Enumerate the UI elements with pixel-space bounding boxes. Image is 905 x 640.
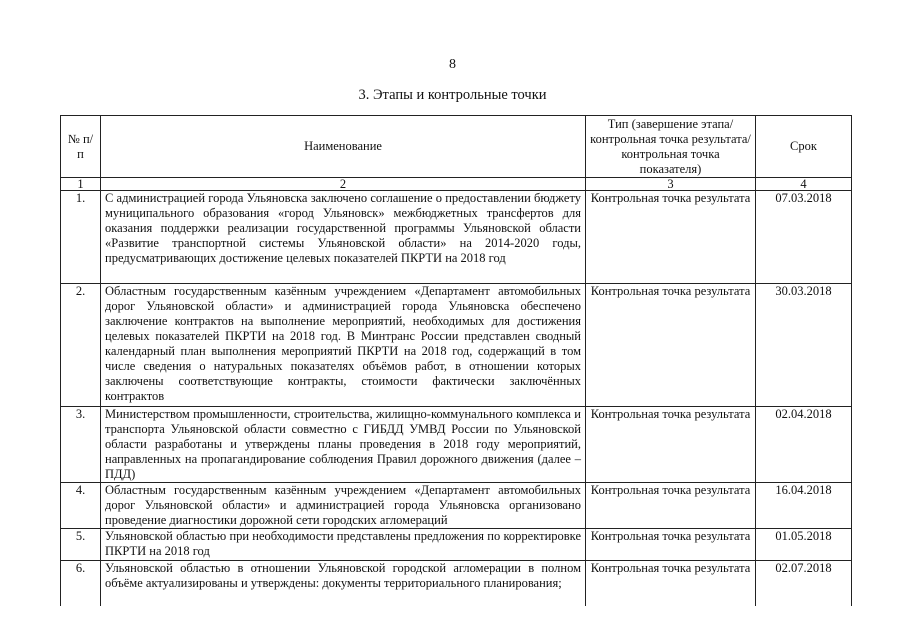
row-type: Контрольная точка результата: [586, 407, 756, 483]
row-date: 02.04.2018: [756, 407, 852, 483]
row-type: Контрольная точка результата: [586, 483, 756, 529]
row-number: 6.: [61, 561, 101, 621]
row-date: 01.05.2018: [756, 529, 852, 561]
row-name: Областным государственным казённым учреждением «Департамент автомобильных дорог Ульяновской области» и администрацией города Ульяновска обеспечено заключение контрактов на выполнение мероприятий, необходимых для достижения целевых показателей ПКРТИ на 2018 год. В Минтранс России представлен сводный календарный план выполнения мероприятий ПКРТИ на 2018 год, содержащий в том числе сведения о натуральных показателях объёмов работ, в отношении которых заключены соответствующие контракты, стоимости фактически заключённых контрактов: [101, 284, 586, 407]
row-date: 30.03.2018: [756, 284, 852, 407]
table-row: [61, 529, 852, 561]
row-number: 1.: [61, 191, 101, 284]
column-index-1: 1: [61, 178, 101, 191]
row-number: 2.: [61, 284, 101, 407]
table-row: [61, 483, 852, 529]
row-name: Областным государственным казённым учреждением «Департамент автомобильных дорог Ульяновской области» и администрацией города Ульяновска организовано проведение диагностики дорожной сети городских агломераций: [101, 483, 586, 529]
row-date: 16.04.2018: [756, 483, 852, 529]
column-index-4: 4: [756, 178, 852, 191]
column-index-3: 3: [586, 178, 756, 191]
section-title: 3. Этапы и контрольные точки: [358, 87, 547, 103]
row-date: 07.03.2018: [756, 191, 852, 284]
table-header-row: [61, 116, 852, 178]
row-number: 3.: [61, 407, 101, 483]
header-date: Срок: [756, 116, 852, 178]
row-type: Контрольная точка результата: [586, 191, 756, 284]
row-type: Контрольная точка результата: [586, 284, 756, 407]
header-type: Тип (завершение этапа/контрольная точка результата/контрольная точка показателя): [586, 116, 756, 178]
row-date: 02.07.2018: [756, 561, 852, 621]
stages-table: [60, 115, 852, 621]
column-index-2: 2: [101, 178, 586, 191]
row-name: С администрацией города Ульяновска заключено соглашение о предоставлении бюджету муниципального образования «город Ульяновск» межбюджетных трансфертов для оказания поддержки реализации государственной программы Ульяновской области «Развитие транспортной системы Ульяновской области» на 2014-2020 годы, предусматривающих достижение целевых показателей ПКРТИ на 2018 год: [101, 191, 586, 284]
header-name: Наименование: [101, 116, 586, 178]
row-number: 5.: [61, 529, 101, 561]
header-num: № п/п: [61, 116, 101, 178]
column-index-row: [61, 178, 852, 191]
table-row: [61, 284, 852, 407]
page-number: 8: [449, 57, 456, 72]
row-name: Ульяновской областью в отношении Ульяновской городской агломерации в полном объёме актуализированы и утверждены: документы территориального планирования;: [101, 561, 586, 621]
row-name: Ульяновской областью при необходимости представлены предложения по корректировке ПКРТИ на 2018 год: [101, 529, 586, 561]
table-row: [61, 407, 852, 483]
row-type: Контрольная точка результата: [586, 529, 756, 561]
table-row: [61, 191, 852, 284]
row-name: Министерством промышленности, строительства, жилищно-коммунального комплекса и транспорта Ульяновской области совместно с ГИБДД УМВД России по Ульяновской области разработаны и утверждены планы проведения в 2018 году мероприятий, направленных на пропагандирование соблюдения Правил дорожного движения (далее – ПДД): [101, 407, 586, 483]
page-bottom-edge: [0, 606, 905, 640]
row-type: Контрольная точка результата: [586, 561, 756, 621]
row-number: 4.: [61, 483, 101, 529]
